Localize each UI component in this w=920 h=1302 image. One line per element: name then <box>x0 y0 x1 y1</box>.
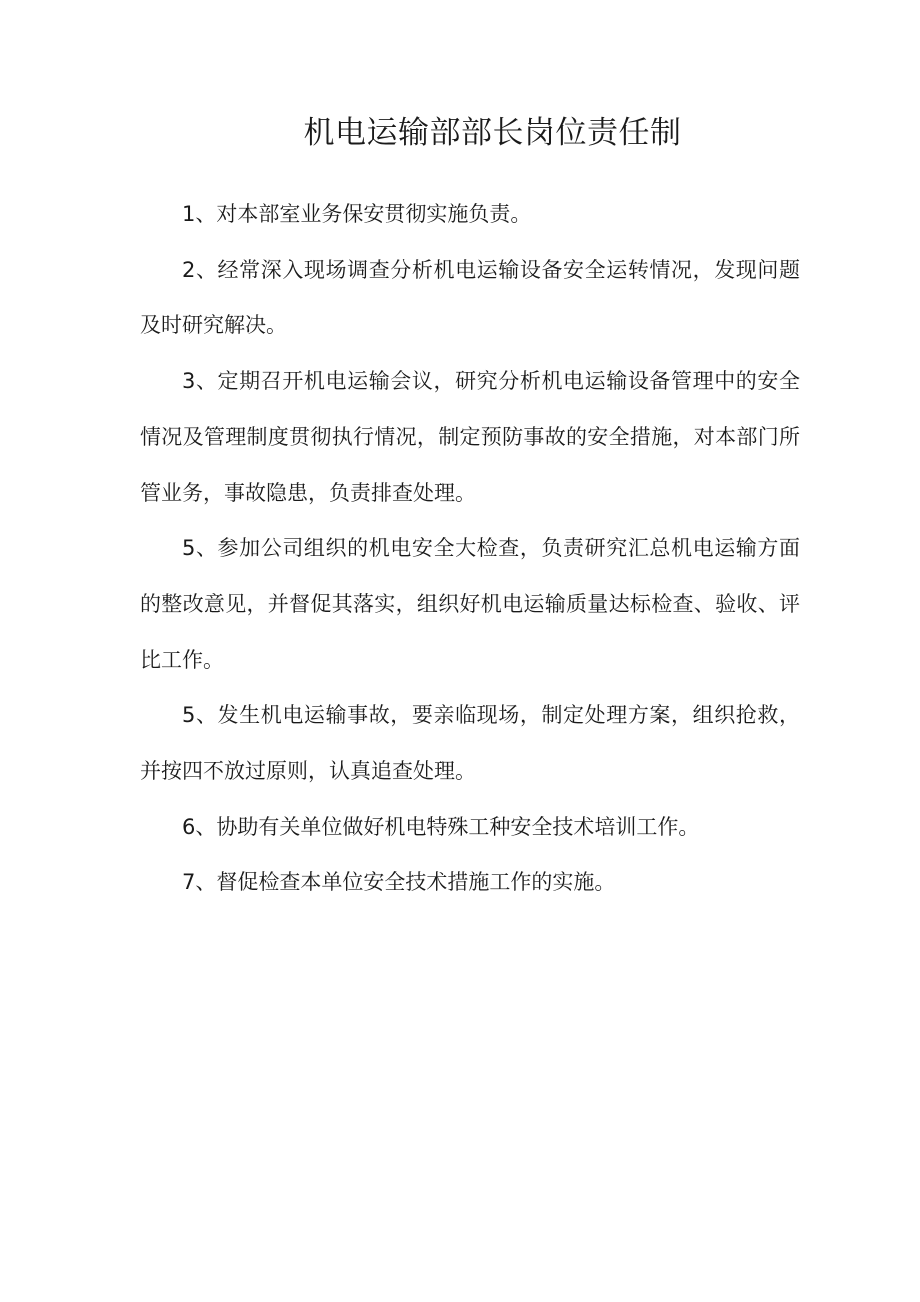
paragraph-6: 6、协助有关单位做好机电特殊工种安全技术培训工作。 <box>182 814 700 839</box>
paragraph-1: 1、对本部室业务保安贯彻实施负责。 <box>182 202 532 226</box>
document-title: 机电运输部部长岗位责任制 <box>303 115 682 151</box>
paragraph-5: 5、发生机电运输事故，要亲临现场，制定处理方案，组织抢救，并按四不放过原则，认真追查处理。 <box>140 703 800 784</box>
paragraph-7: 7、督促检查本单位安全技术措施工作的实施。 <box>182 870 616 895</box>
document-body <box>140 187 800 911</box>
paragraph-2: 2、经常深入现场调查分析机电运输设备安全运转情况，发现问题及时研究解决。 <box>140 257 800 338</box>
paragraph-3: 3、定期召开机电运输会议，研究分析机电运输设备管理中的安全情况及管理制度贯彻执行情况，制定预防事故的安全措施，对本部门所管业务，事故隐患，负责排查处理。 <box>140 369 800 505</box>
paragraph-4: 5、参加公司组织的机电安全大检查，负责研究汇总机电运输方面的整改意见，并督促其落实，组织好机电运输质量达标检查、验收、评比工作。 <box>140 536 800 672</box>
